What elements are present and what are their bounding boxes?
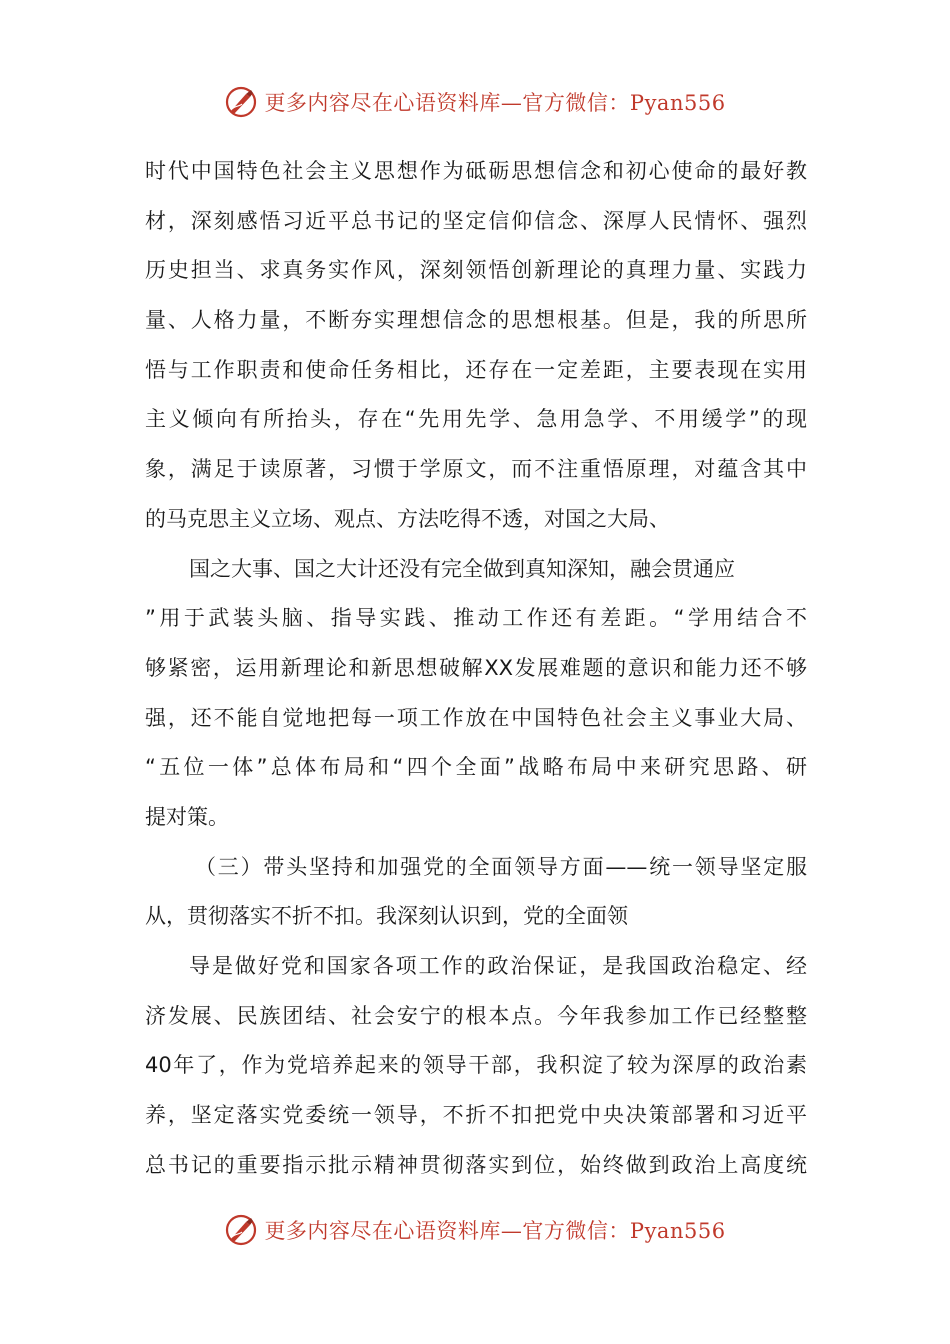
body-line: 济发展、民族团结、社会安宁的根本点。今年我参加工作已经整整 xyxy=(145,1003,807,1028)
document-body xyxy=(145,147,807,1190)
body-line: 导是做好党和国家各项工作的政治保证，是我国政治稳定、经 xyxy=(189,954,807,978)
body-line: 从，贯彻落实不折不扣。我深刻认识到，党的全面领 xyxy=(145,904,628,929)
header-banner-text: 更多内容尽在心语资料库—官方微信：Pyan556 xyxy=(264,91,726,115)
footer-banner xyxy=(0,1210,950,1250)
body-line: “五位一体”总体布局和“四个全面”战略布局中来研究思路、研 xyxy=(145,755,807,780)
body-line: 悟与工作职责和使命任务相比，还存在一定差距，主要表现在实用 xyxy=(145,357,807,382)
body-line: 时代中国特色社会主义思想作为砥砺思想信念和初心使命的最好教 xyxy=(145,159,807,183)
body-line: 总书记的重要指示批示精神贯彻落实到位，始终做到政治上高度统 xyxy=(145,1152,807,1177)
body-line: 提对策。 xyxy=(145,804,229,829)
section-heading-line: （三）带头坚持和加强党的全面领导方面——统一领导坚定服 xyxy=(195,854,807,879)
body-line: 量、人格力量，不断夯实理想信念的思想根基。但是，我的所思所 xyxy=(145,308,807,333)
body-line: 的马克思主义立场、观点、方法吃得不透，对国之大局、 xyxy=(145,506,670,531)
footer-banner-text: 更多内容尽在心语资料库—官方微信：Pyan556 xyxy=(264,1219,726,1243)
pen-logo-icon xyxy=(224,85,258,119)
body-line: 强，还不能自觉地把每一项工作放在中国特色社会主义事业大局、 xyxy=(145,705,807,730)
body-line: 主义倾向有所抬头，存在“先用先学、急用急学、不用缓学”的现 xyxy=(145,407,807,432)
body-line: 材，深刻感悟习近平总书记的坚定信仰信念、深厚人民情怀、强烈 xyxy=(145,208,807,233)
header-banner xyxy=(0,82,950,122)
body-line: 养，坚定落实党委统一领导，不折不扣把党中央决策部署和习近平 xyxy=(145,1103,807,1128)
header-banner-inner xyxy=(224,85,725,119)
footer-banner-inner xyxy=(224,1213,725,1247)
body-line: ”用于武装头脑、指导实践、推动工作还有差距。“学用结合不 xyxy=(145,606,807,631)
body-line: 象，满足于读原著，习惯于学原文，而不注重悟原理，对蕴含其中 xyxy=(145,457,807,482)
pen-logo-icon xyxy=(224,1213,258,1247)
body-line: 历史担当、求真务实作风，深刻领悟创新理论的真理力量、实践力 xyxy=(145,258,807,283)
body-line: 国之大事、国之大计还没有完全做到真知深知，融会贯通应 xyxy=(189,556,735,581)
body-line: 够紧密，运用新理论和新思想破解XX发展难题的意识和能力还不够 xyxy=(145,655,807,680)
body-line: 40年了，作为党培养起来的领导干部，我积淀了较为深厚的政治素 xyxy=(145,1053,807,1078)
